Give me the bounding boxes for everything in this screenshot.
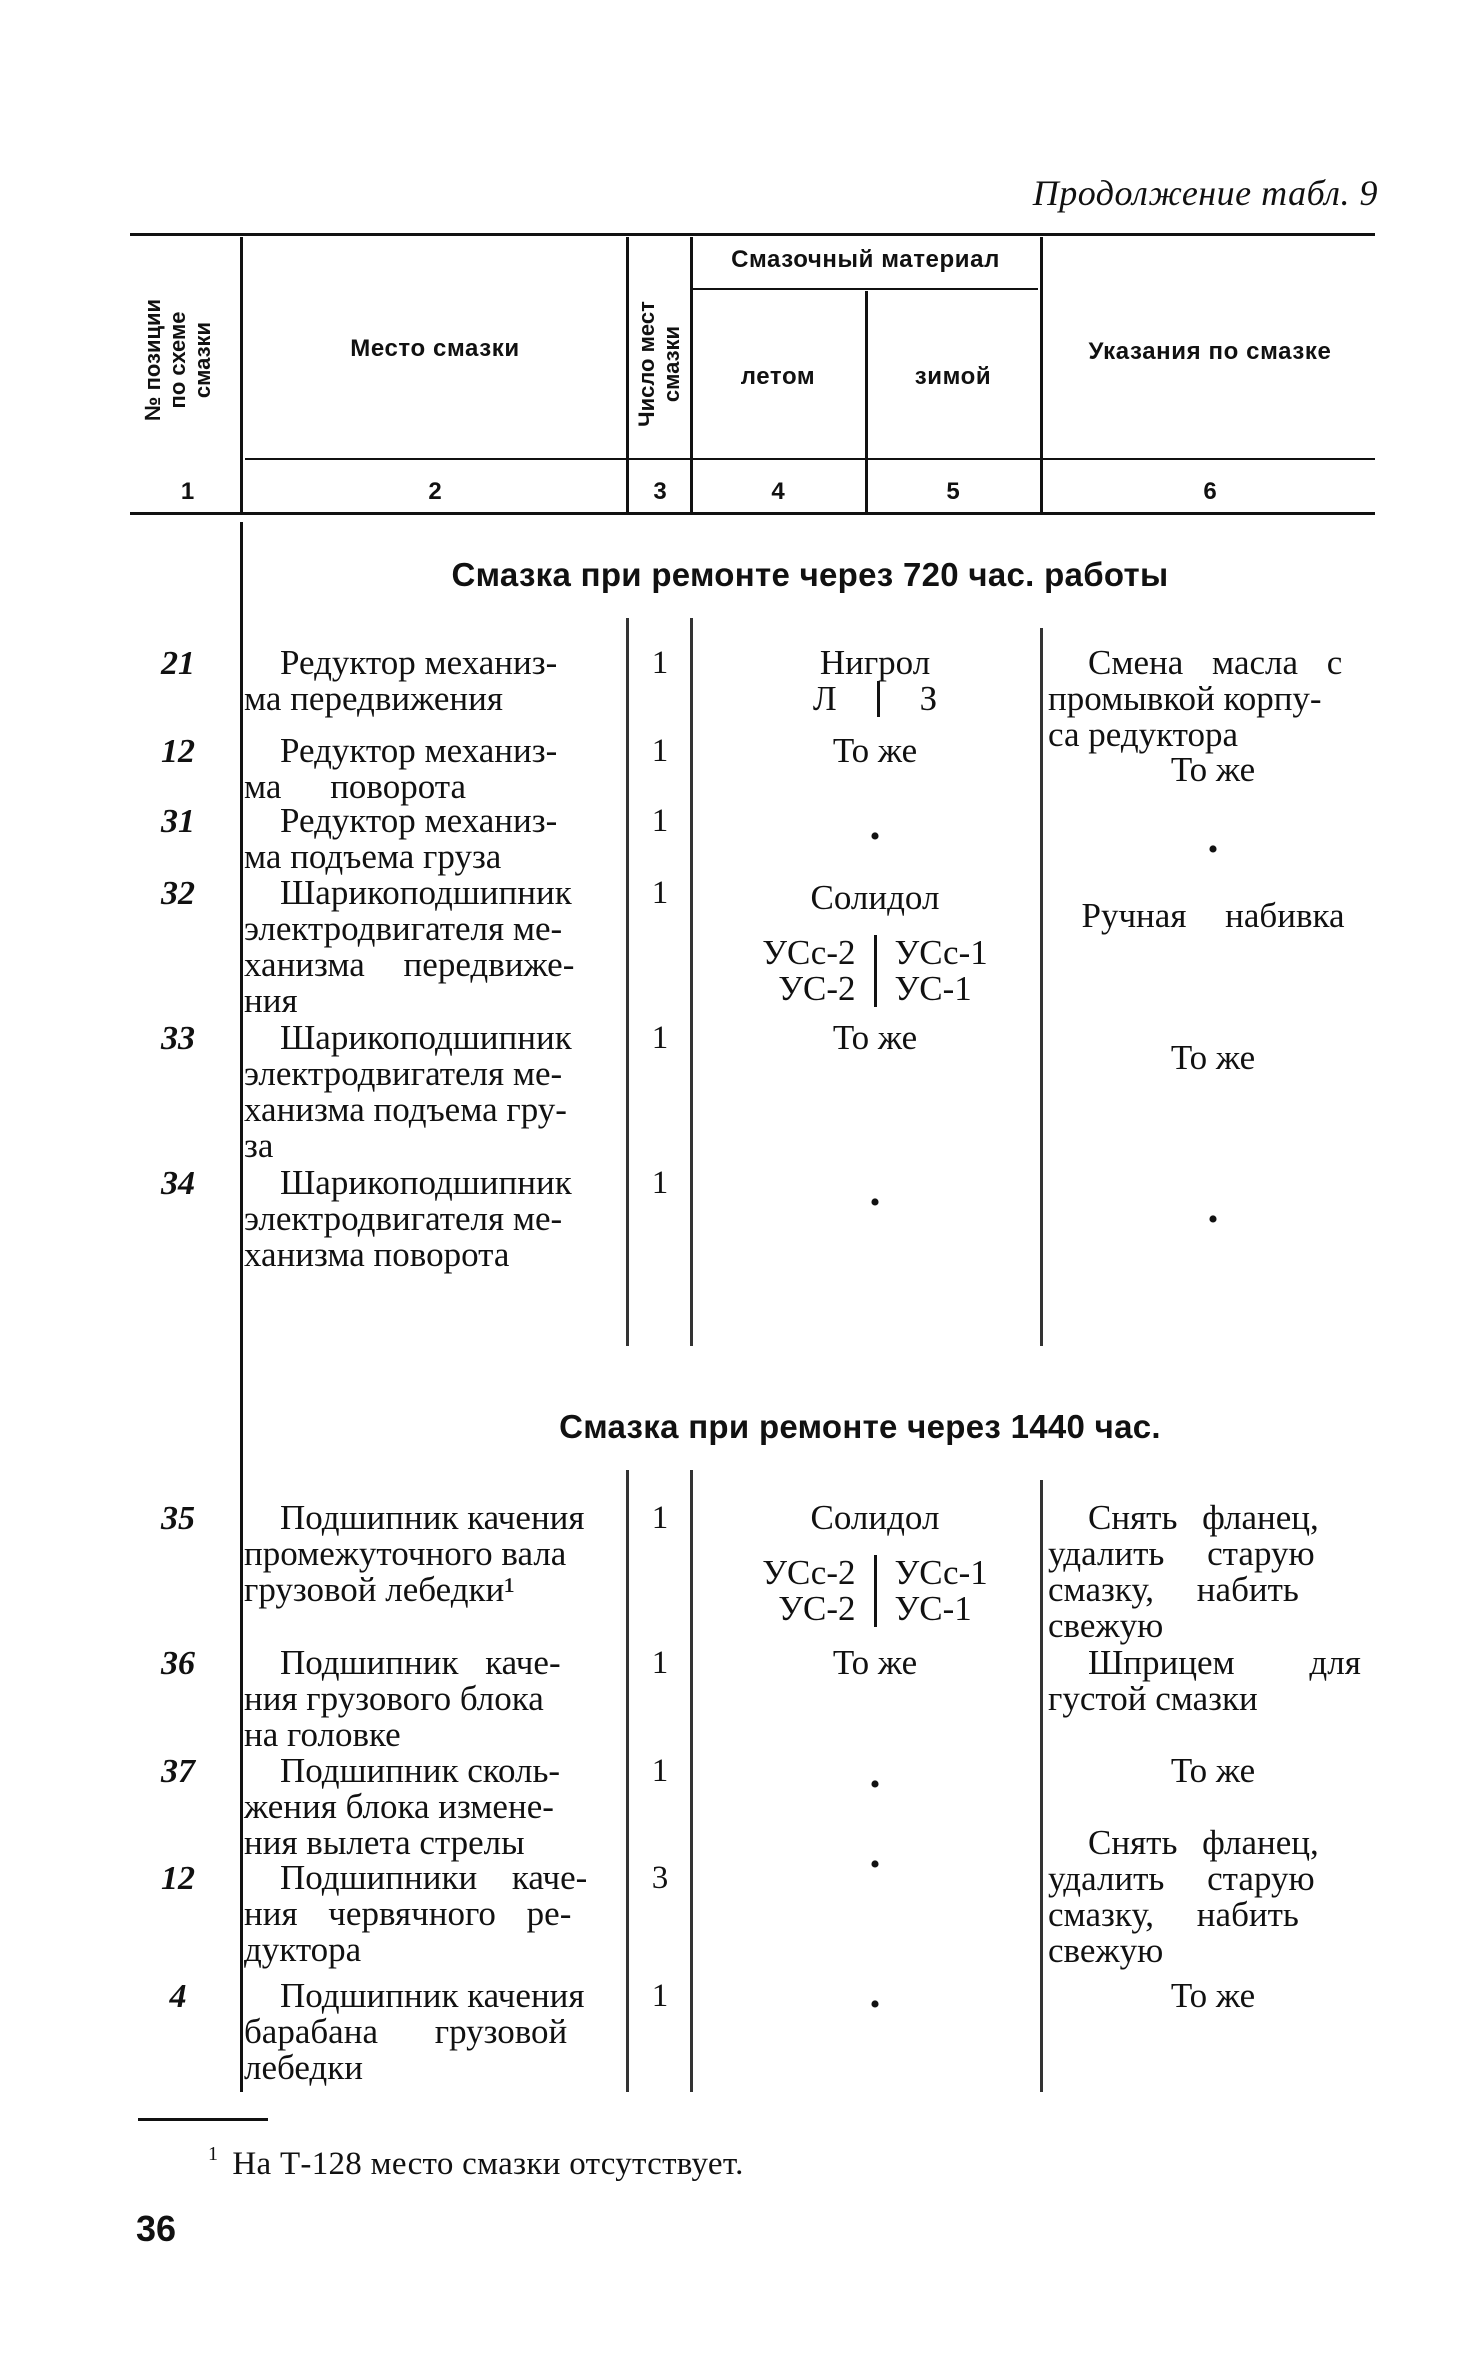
ditto-mark: • — [869, 820, 881, 853]
header-bottom-rule — [245, 458, 1375, 460]
material-season-split — [700, 1555, 1050, 1627]
summer-grades: УСс-2 УС-2 — [762, 1555, 876, 1627]
material-season-split — [700, 681, 1050, 717]
lubrication-place: Подшипник качения барабана грузовой лебедки — [244, 1976, 585, 2087]
winter-grades: УСс-1 УС-1 — [894, 933, 988, 1008]
footnote-rule — [138, 2118, 268, 2121]
lubrication-instructions: То же — [1170, 750, 1256, 789]
position-number: 12 — [161, 733, 195, 770]
table-caption: Продолжение табл. 9 — [1032, 173, 1378, 213]
position-number: 37 — [161, 1753, 195, 1790]
position-number: 32 — [161, 875, 195, 912]
winter-grades: УСс-1 УС-1 — [894, 1553, 988, 1628]
lubrication-instructions: То же — [1170, 1751, 1256, 1790]
points-count: 1 — [651, 645, 669, 681]
ditto-mark: • — [869, 1848, 881, 1881]
points-count: 1 — [651, 1020, 669, 1056]
header-top-rule — [130, 233, 1375, 236]
material-name: То же — [832, 1643, 918, 1682]
colnum-1: 1 — [180, 478, 195, 505]
lubrication-place: Редуктор механиз- ма передвижения — [244, 643, 558, 718]
section-title-1440: Смазка при ремонте через 1440 час. — [559, 1408, 1161, 1445]
lubrication-instructions: Ручная набивка — [1081, 896, 1345, 935]
section-title-720: Смазка при ремонте через 720 час. работы — [451, 556, 1169, 593]
lubrication-instructions: Смена масла с промывкой корпу- са редуктора — [1048, 643, 1343, 754]
position-number: 35 — [161, 1500, 195, 1537]
points-count: 1 — [651, 1165, 669, 1201]
footnote-text: На Т-128 место смазки отсутствует. — [232, 2146, 744, 2182]
points-count: 3 — [651, 1860, 669, 1896]
ditto-mark: • — [869, 1988, 881, 2021]
points-count: 1 — [651, 875, 669, 911]
ditto-mark: • — [869, 1768, 881, 1801]
lubrication-instructions: Снять фланец, удалить старую смазку, набить свежую — [1048, 1498, 1319, 1645]
points-count: 1 — [651, 1753, 669, 1789]
lubrication-place: Шарикоподшипник электродвигателя ме- ханизма передвиже- ния — [244, 873, 575, 1020]
colnum-5: 5 — [946, 478, 960, 505]
header-summer: летом — [740, 363, 816, 390]
points-count: 1 — [651, 803, 669, 839]
ditto-mark: • — [1207, 1203, 1219, 1236]
header-winter: зимой — [914, 363, 992, 390]
points-count: 1 — [651, 733, 669, 769]
lubrication-instructions: То же — [1170, 1976, 1256, 2015]
s1-vline-count-right — [690, 618, 693, 1346]
summer-grades: УСс-2 УС-2 — [762, 935, 876, 1007]
lubrication-place: Редуктор механиз- ма подъема груза — [244, 801, 558, 876]
header-count: Число мест смазки — [634, 301, 684, 427]
colnum-3: 3 — [653, 478, 667, 505]
header-material-group: Смазочный материал — [731, 246, 1000, 273]
position-number: 12 — [161, 1860, 195, 1897]
position-number: 36 — [161, 1645, 195, 1682]
material-name: Солидол — [810, 1498, 940, 1537]
material-season-split — [700, 935, 1050, 1007]
points-count: 1 — [651, 1500, 669, 1536]
material-group-rule — [693, 288, 1038, 290]
header-vline-1 — [240, 237, 243, 512]
lubrication-place: Подшипник качения промежуточного вала грузовой лебедки¹ — [244, 1498, 585, 1609]
footnote-mark: 1 — [208, 2143, 219, 2165]
lubrication-place: Шарикоподшипник электродвигателя ме- ханизма поворота — [244, 1163, 572, 1274]
page-number: 36 — [136, 2208, 177, 2249]
lubrication-place: Подшипники каче- ния червячного ре- дуктора — [244, 1858, 588, 1969]
material-name: Нигрол — [819, 643, 931, 682]
header-vline-2 — [626, 237, 629, 512]
lubrication-place: Подшипник сколь- жения блока измене- ния вылета стрелы — [244, 1751, 561, 1862]
colnum-6: 6 — [1203, 478, 1217, 505]
winter-grade: З — [919, 679, 938, 718]
material-name: Солидол — [810, 878, 940, 917]
points-count: 1 — [651, 1978, 669, 2014]
lubrication-place: Редуктор механиз- ма поворота — [244, 731, 558, 806]
lubrication-instructions: Снять фланец, удалить старую смазку, набить свежую — [1048, 1823, 1319, 1970]
ditto-mark: • — [869, 1186, 881, 1219]
position-number: 4 — [169, 1978, 187, 2015]
lubrication-instructions: Шприцем для густой смазки — [1048, 1643, 1361, 1718]
colnum-2: 2 — [428, 478, 442, 505]
summer-grade: Л — [813, 681, 880, 717]
header-position-number: № позиции по схеме смазки — [140, 298, 215, 422]
material-name: То же — [832, 1018, 918, 1057]
colnum-bottom-rule — [130, 512, 1375, 515]
body-vline-left — [240, 522, 243, 2092]
position-number: 34 — [161, 1165, 195, 1202]
header-vline-5 — [1040, 237, 1043, 512]
header-instructions: Указания по смазке — [1088, 338, 1332, 365]
ditto-mark: • — [1207, 833, 1219, 866]
lubrication-place: Подшипник каче- ния грузового блока на головке — [244, 1643, 561, 1754]
header-place: Место смазки — [350, 335, 520, 362]
s2-vline-count-right — [690, 1470, 693, 2092]
colnum-4: 4 — [771, 478, 785, 505]
position-number: 21 — [161, 645, 195, 682]
footnote — [208, 2143, 744, 2183]
lubrication-place: Шарикоподшипник электродвигателя ме- ханизма подъема гру- за — [244, 1018, 572, 1165]
position-number: 33 — [161, 1020, 195, 1057]
points-count: 1 — [651, 1645, 669, 1681]
position-number: 31 — [161, 803, 195, 840]
material-name: То же — [832, 731, 918, 770]
lubrication-instructions: То же — [1170, 1038, 1256, 1077]
